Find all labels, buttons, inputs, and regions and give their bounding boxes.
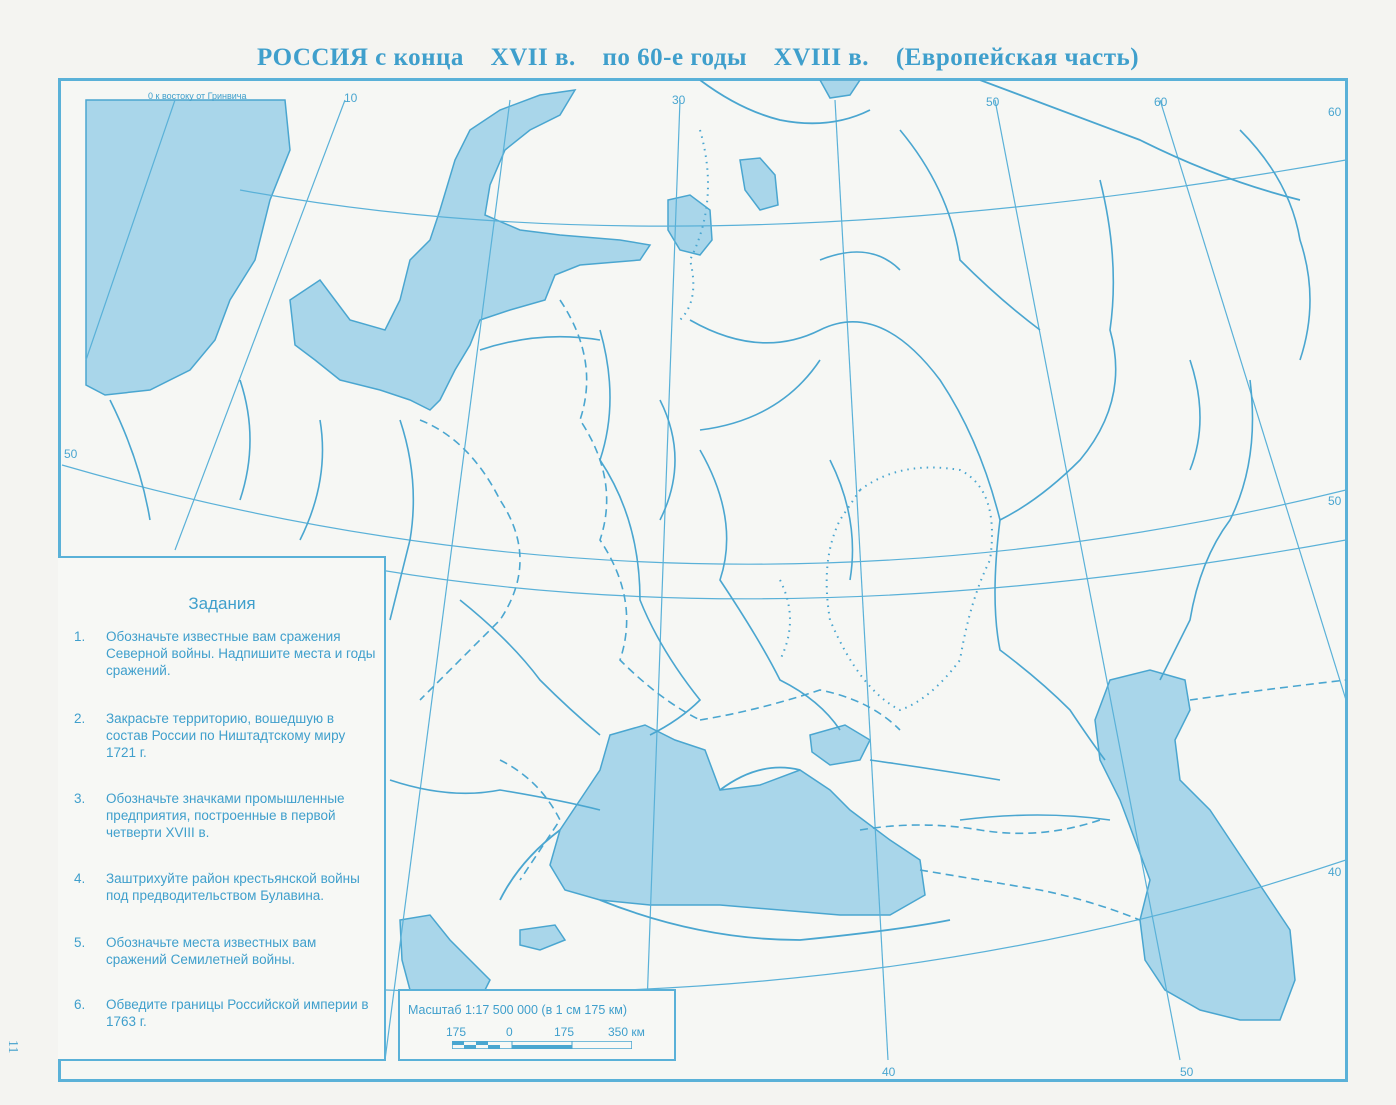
task-text: Заштрихуйте район крестьянской войны под предводительством Булавина. <box>106 871 360 903</box>
task-text: Закрасьте территорию, вошедшую в состав России по Ништадтскому миру 1721 г. <box>106 711 346 760</box>
sea-of-azov <box>810 725 870 765</box>
task-text: Обведите границы Российской империи в 1763 г. <box>106 997 369 1029</box>
river-northern-dvina <box>900 130 1040 330</box>
page-number: 11 <box>5 1040 20 1054</box>
scale-tick: 175 <box>554 1025 575 1039</box>
river-dniester <box>460 600 600 735</box>
meridian-50 <box>995 100 1180 1060</box>
border-caucasus <box>860 820 1100 833</box>
lon-label-bottom-50: 50 <box>1180 1065 1194 1079</box>
meridian-30 <box>645 100 680 1060</box>
task-num: 2. <box>74 711 86 726</box>
scale-label: Масштаб 1:17 500 000 (в 1 см 175 км) <box>408 1003 627 1017</box>
border-turkestan <box>1190 680 1346 700</box>
border-west <box>560 300 700 720</box>
white-sea <box>820 80 860 98</box>
task-num: 4. <box>74 871 86 886</box>
river-belaya <box>1190 360 1200 470</box>
border-persia <box>920 870 1140 920</box>
parallel-50 <box>62 465 1346 564</box>
dotted-bulavin-area <box>827 468 992 711</box>
river-desna <box>660 400 675 520</box>
black-sea <box>550 725 925 915</box>
scale-box <box>398 989 676 1061</box>
lake-onega <box>740 158 778 210</box>
task-text: Обозначьте значками промышленные предприятия, построенные в первой четверти XVIII в. <box>106 791 345 840</box>
river-don <box>700 450 840 730</box>
river-vistula <box>390 420 413 620</box>
lon-label-10: 10 <box>344 91 358 105</box>
title-region: (Европейская часть) <box>895 44 1140 71</box>
river-kuban <box>870 760 1000 780</box>
tasks-panel <box>58 556 386 1061</box>
river-terek <box>960 815 1110 820</box>
lat-label-right-40: 40 <box>1328 865 1342 879</box>
scale-tick: 175 <box>446 1025 467 1039</box>
meridian-40 <box>835 100 888 1060</box>
north-sea <box>86 100 290 395</box>
lat-label-left-50: 50 <box>64 447 78 461</box>
scale-tick: 350 км <box>608 1025 645 1039</box>
coast-arctic <box>980 80 1300 200</box>
lon-label-60: 60 <box>1154 95 1168 109</box>
river-rhine <box>110 400 150 520</box>
scale-bar <box>452 1041 632 1049</box>
title-century2: XVIII в. <box>773 44 870 71</box>
task-num: 5. <box>74 935 86 950</box>
task-text: Обозначьте места известных вам сражений Семилетней войны. <box>106 935 317 967</box>
river-elbe <box>240 380 250 500</box>
tasks-title: Задания <box>188 594 256 613</box>
sea-of-marmara <box>520 925 565 950</box>
river-danube <box>390 780 600 810</box>
title-main: РОССИЯ с конца <box>256 44 464 71</box>
scale-tick: 0 <box>506 1025 513 1039</box>
river-oka <box>700 360 820 430</box>
title-to: по 60-е годы <box>602 44 748 71</box>
meridian-60 <box>1160 100 1346 700</box>
task-num: 3. <box>74 791 86 806</box>
task-text: Обозначьте известные вам сражения Северной войны. Надпишите места и годы сражений. <box>106 629 376 678</box>
meridian-note: 0 к востоку от Гринвича <box>148 91 247 101</box>
dotted-volga-line <box>780 580 790 660</box>
baltic-sea <box>290 90 650 410</box>
river-volga <box>690 320 1105 760</box>
lat-label-right-60: 60 <box>1328 105 1342 119</box>
task-num: 6. <box>74 997 86 1012</box>
parallel-55 <box>380 540 1346 599</box>
parallel-60 <box>240 160 1346 226</box>
caspian-sea <box>1095 670 1295 1020</box>
lat-label-right-50: 50 <box>1328 494 1342 508</box>
river-sukhona <box>820 252 900 270</box>
title-century: XVII в. <box>490 44 576 71</box>
river-kama <box>1000 180 1116 520</box>
lon-label-30: 30 <box>672 93 686 107</box>
lon-label-bottom-40: 40 <box>882 1065 896 1079</box>
river-pechora <box>1240 130 1310 360</box>
river-ural <box>1160 380 1253 680</box>
lon-label-50: 50 <box>986 95 1000 109</box>
border-poland <box>420 420 520 700</box>
river-dnieper <box>600 330 700 735</box>
task-num: 1. <box>74 629 86 644</box>
